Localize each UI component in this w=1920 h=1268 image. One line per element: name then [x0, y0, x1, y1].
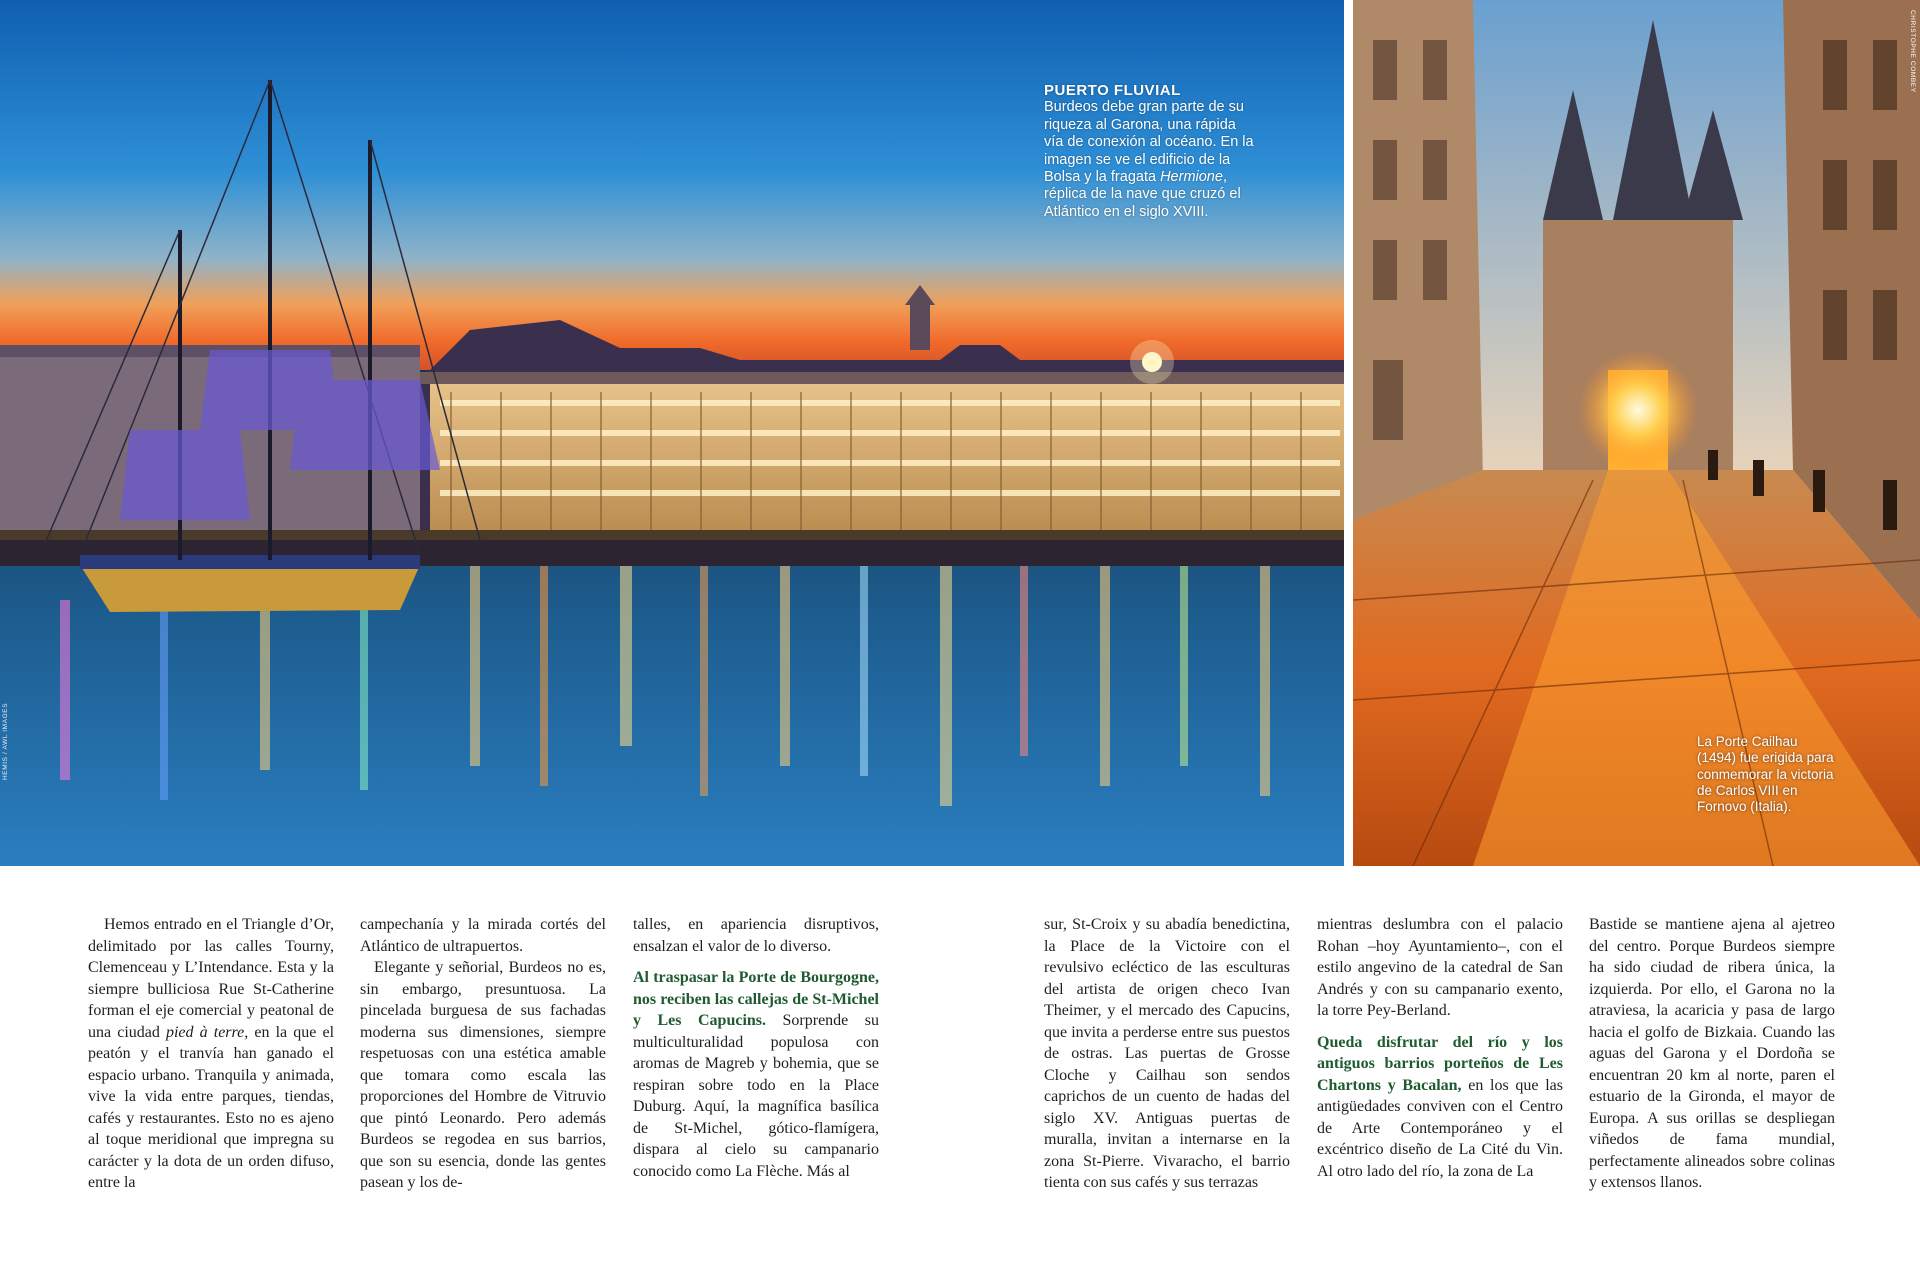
col3-lead: Al traspasar la Porte de Bourgogne, nos reciben las callejas de St-Michel y Les Capucins. — [633, 969, 879, 1029]
col5-paragraph-1: mientras deslumbra con el palacio Rohan –hoy Ayuntamiento–, con el estilo angevino de la catedral de San Andrés y con su campanario exento, la torre Pey-Berland. — [1317, 916, 1563, 1019]
harbour-caption-italic: Hermione — [1160, 169, 1223, 186]
col5-rest: en los que las antigüedades conviven con el Centro de Arte Contemporáneo y el excéntrico diseño de La Cité du Vin. Al otro lado del río, la zona de La — [1317, 1076, 1563, 1180]
col2-paragraph-1: campechanía y la mirada cortés del Atlántico de ultrapuertos. — [360, 916, 606, 955]
col5-lead: Queda disfrutar del río y los antiguos barrios porteños de Les Chartons y Bacalan, — [1317, 1033, 1563, 1094]
col5-paragraph-2 — [1317, 1032, 1563, 1183]
col6-paragraph: Bastide se mantiene ajena al ajetreo del centro. Porque Burdeos siempre ha sido ciudad de ribera única, la izquierda. Por ello, el Garona no la atraviesa, la acaricia y pasa de largo hacia el golfo de Bizkaia. Cuando las aguas del Garona y el Dordoña se encuentran 20 km al norte, paren el estuario de la Gironda, el mayor de Europa. A sus orillas se despliegan viñedos de fama mundial, perfectamente alineados sobre colinas y extensos llanos. — [1589, 916, 1835, 1191]
photo-credit-right: CHRISTOPHE COMBEY — [1909, 10, 1916, 93]
harbour-caption-text-1: Burdeos debe gran parte de su riqueza al Garona, una rápida vía de conexión al océano. En la imagen se ve el edificio de la Bolsa y la fragata — [1044, 99, 1254, 186]
harbour-caption-body — [1044, 99, 1254, 221]
col3-paragraph-2 — [633, 967, 879, 1182]
harbour-caption — [1044, 82, 1254, 221]
article-column-2 — [360, 914, 606, 1194]
col4-paragraph: sur, St-Croix y su abadía benedictina, la Place de la Victoire con el revulsivo ecléctico de las esculturas del artista de origen checo Ivan Theimer, y el mercado des Capucins, que invita a perderse entre sus puestos de ostras. Las puertas de Grosse Cloche y Cailhau son sendos caprichos de un cuento de hadas del siglo XV. Antiguas puertas de muralla, invitan a internarse en la zona St-Pierre. Vivaracho, el barrio tienta con sus cafés y sus terrazas — [1044, 916, 1290, 1191]
article-column-3 — [633, 914, 879, 1182]
article-column-4 — [1044, 914, 1290, 1194]
article-column-1 — [88, 914, 334, 1194]
photo-credit-left: HEMIS / AWL IMAGES — [2, 702, 9, 780]
harbour-caption-text-2: , réplica de la nave que cruzó el Atlántico en el siglo XVIII. — [1044, 169, 1241, 220]
col1-text-a: Hemos entrado en el Triangle d’Or, delimitado por las calles Tourny, Clemenceau y L’Intendance. Esta y la siempre bulliciosa Rue St-Catherine forman el eje comercial y peatonal de una ciudad — [88, 916, 334, 1041]
col1-paragraph — [88, 914, 334, 1194]
article-column-6 — [1589, 914, 1835, 1194]
col1-text-b: , en la que el peatón y el tranvía han ganado el espacio urbano. Tranquila y animada, vive la vida entre parques, tiendas, cafés y restaurantes. Esto no es ajeno al toque meridional que impregna su carácter y la dota de un orden difuso, entre la — [88, 1023, 335, 1191]
col2-paragraph-2: Elegante y señorial, Burdeos no es, sin embargo, presuntuosa. La pincelada burguesa de sus fachadas moderna sus dimensiones, siempre respetuosas con una estética amable que tomara como escala las proporciones del Hombre de Vitruvio que pintó Leonardo. Pero además Burdeos se regodea en sus barrios, que son su esencia, donde las gentes pasean y los de- — [360, 959, 606, 1191]
porte-cailhau-caption: La Porte Cailhau (1494) fue erigida para conmemorar la victoria de Carlos VIII en Fornovo (Italia). — [1697, 734, 1834, 815]
col1-italic: pied à terre — [165, 1023, 245, 1041]
article-column-5 — [1317, 914, 1563, 1182]
col3-rest: Sorprende su multiculturalidad populosa con aromas de Magreb y bohemia, que se respiran sobre todo en la Place Duburg. Aquí, la magnífica basílica de St-Michel, gótico-flamígera, dispara al cielo su campanario conocido como La Flèche. Más al — [633, 1012, 879, 1180]
harbour-caption-title: PUERTO FLUVIAL — [1044, 82, 1181, 99]
col3-paragraph-1: talles, en apariencia disruptivos, ensalzan el valor de lo diverso. — [633, 916, 879, 955]
